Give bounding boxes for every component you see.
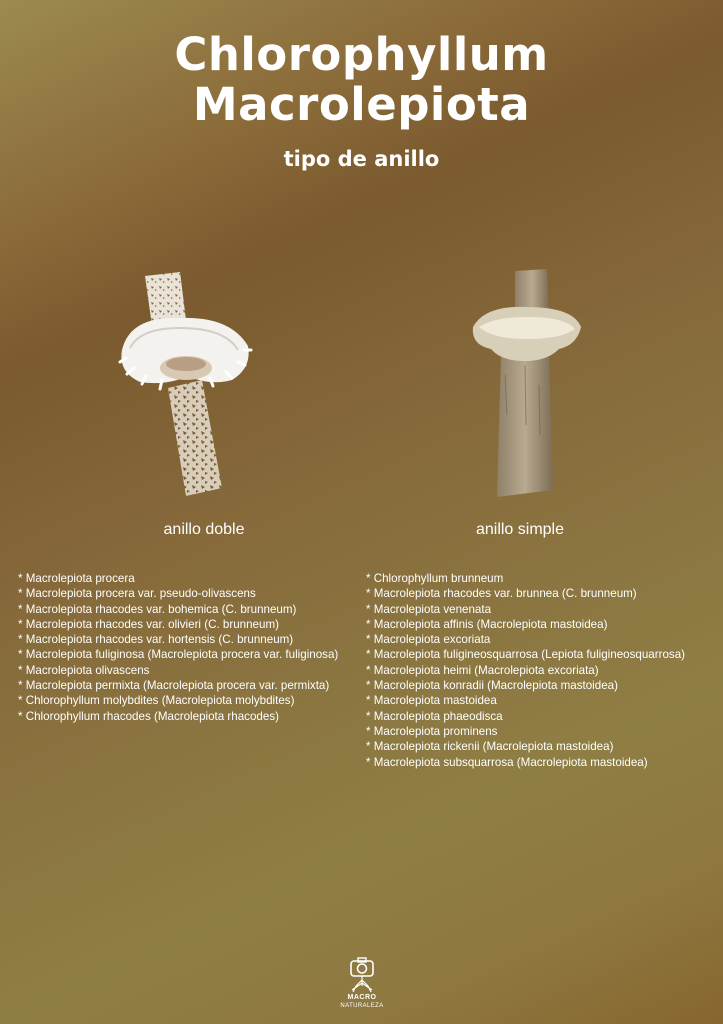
list-item: * Macrolepiota prominens [366, 724, 498, 738]
list-item: * Macrolepiota affinis (Macrolepiota mastoidea) [366, 617, 608, 631]
simple-ring-species-list [366, 571, 685, 770]
list-item: * Macrolepiota rhacodes var. bohemica (C. brunneum) [18, 602, 297, 616]
list-item: * Macrolepiota heimi (Macrolepiota excoriata) [366, 663, 599, 677]
double-ring-mushroom-photo [110, 268, 260, 498]
simple-ring-caption: anillo simple [475, 521, 565, 538]
list-item: * Macrolepiota venenata [366, 602, 492, 616]
logo-text-macro: MACRO [347, 994, 377, 1001]
list-item: * Macrolepiota rickenii (Macrolepiota mastoidea) [366, 740, 614, 754]
list-item: * Chlorophyllum rhacodes (Macrolepiota rhacodes) [18, 709, 279, 723]
simple-ring-mushroom-photo [465, 265, 590, 500]
camera-tree-icon [347, 956, 377, 994]
macro-naturaleza-logo [334, 956, 390, 1010]
list-item: * Macrolepiota procera [18, 572, 135, 585]
title-line-2: Macrolepiota [192, 78, 531, 131]
list-item: * Macrolepiota phaeodisca [366, 709, 503, 723]
double-ring-species-list [18, 571, 338, 724]
list-item: * Macrolepiota permixta (Macrolepiota procera var. permixta) [18, 679, 330, 693]
list-item: * Macrolepiota olivascens [18, 663, 150, 677]
list-item: * Macrolepiota fuliginosa (Macrolepiota procera var. fuliginosa) [18, 648, 339, 662]
list-item: * Macrolepiota excoriata [366, 633, 491, 647]
title-line-1: Chlorophyllum [174, 28, 549, 81]
page-subtitle: tipo de anillo [283, 147, 440, 171]
list-item: * Macrolepiota procera var. pseudo-olivascens [18, 587, 256, 601]
list-item: * Macrolepiota rhacodes var. brunnea (C. brunneum) [366, 587, 637, 601]
list-item: * Macrolepiota fuligineosquarrosa (Lepiota fuligineosquarrosa) [366, 648, 686, 662]
page-title [0, 30, 723, 130]
list-item: * Chlorophyllum molybdites (Macrolepiota molybdites) [18, 694, 295, 708]
logo-text-naturaleza: NATURALEZA [340, 1003, 384, 1009]
list-item: * Chlorophyllum brunneum [366, 572, 504, 585]
list-item: * Macrolepiota subsquarrosa (Macrolepiota mastoidea) [366, 755, 648, 769]
list-item: * Macrolepiota rhacodes var. olivieri (C. brunneum) [18, 617, 279, 631]
list-item: * Macrolepiota konradii (Macrolepiota mastoidea) [366, 679, 618, 693]
list-item: * Macrolepiota rhacodes var. hortensis (C. brunneum) [18, 633, 294, 647]
list-item: * Macrolepiota mastoidea [366, 694, 497, 708]
double-ring-caption: anillo doble [163, 521, 245, 538]
